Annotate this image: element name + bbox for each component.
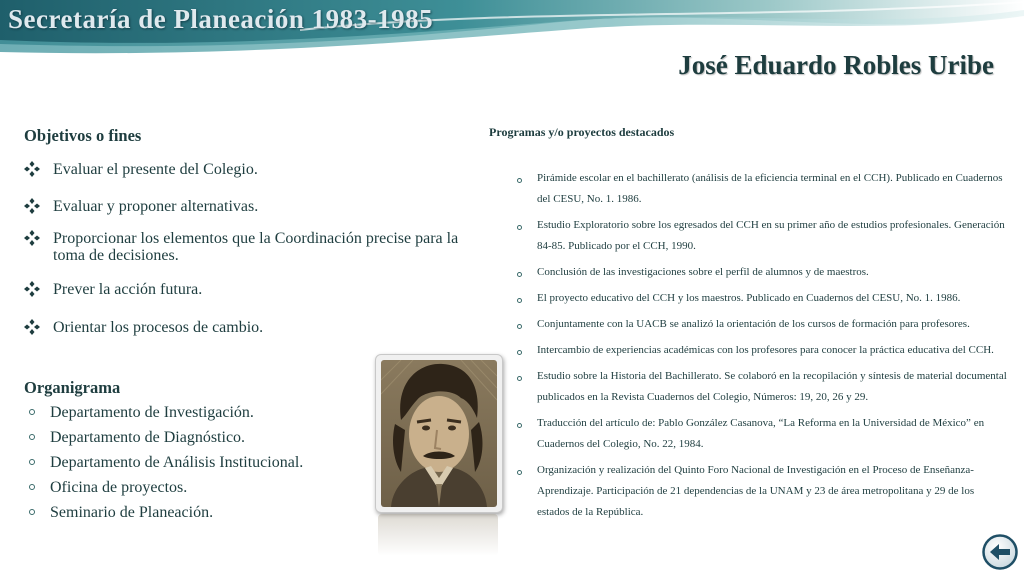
program-item: Conclusión de las investigaciones sobre el perfil de alumnos y de maestros. (537, 262, 1007, 283)
organigram-item: Departamento de Investigación. (50, 403, 303, 428)
objective-item (24, 198, 484, 215)
diamond-cluster-icon (24, 161, 40, 177)
circle-bullet-icon (517, 178, 522, 183)
back-button[interactable] (982, 534, 1018, 570)
organigram-item: Departamento de Análisis Institucional. (50, 453, 303, 478)
banner-title: Secretaría de Planeación 1983-1985 (8, 4, 434, 34)
circle-bullet-icon (517, 376, 522, 381)
organigram-list (50, 403, 303, 528)
organigram-item: Oficina de proyectos. (50, 478, 303, 503)
portrait-reflection (378, 514, 498, 556)
circle-bullet-icon (517, 324, 522, 329)
program-item: Intercambio de experiencias académicas con los profesores para conocer la práctica educativa del CCH. (537, 340, 1007, 361)
program-item: Traducción del artículo de: Pablo González Casanova, “La Reforma en la Universidad de México” en Cuadernos del Colegio, No. 22, 1984. (537, 413, 1007, 455)
programs-title: Programas y/o proyectos destacados (489, 125, 675, 139)
circle-bullet-icon (29, 484, 35, 490)
program-item: Organización y realización del Quinto Foro Nacional de Investigación en el Proceso de Enseñanza-Aprendizaje. Participación de 21 dependencias de la UNAM y 23 de área metropolitana y 29 de los estados de la República. (537, 460, 1007, 523)
organigram-item: Seminario de Planeación. (50, 503, 303, 528)
organigram-title: Organigrama (24, 378, 121, 397)
objective-item (24, 161, 484, 178)
objective-text: Orientar los procesos de cambio. (53, 319, 264, 336)
objectives-section (24, 126, 484, 336)
back-arrow-icon (982, 534, 1018, 570)
programs-list (537, 168, 1007, 528)
program-item: Estudio sobre la Historia del Bachillerato. Se colaboró en la recopilación y síntesis de material documental publicados en la Revista Cuadernos del Colegio, Números: 19, 20, 26 y 29. (537, 366, 1007, 408)
circle-bullet-icon (517, 298, 522, 303)
portrait-image (381, 360, 497, 507)
program-item: El proyecto educativo del CCH y los maestros. Publicado en Cuadernos del CESU, No. 1. 1986. (537, 288, 1007, 309)
circle-bullet-icon (29, 434, 35, 440)
person-name: José Eduardo Robles Uribe (678, 50, 994, 80)
circle-bullet-icon (517, 350, 522, 355)
circle-bullet-icon (517, 225, 522, 230)
circle-bullet-icon (29, 409, 35, 415)
circle-bullet-icon (29, 509, 35, 515)
program-item: Pirámide escolar en el bachillerato (análisis de la eficiencia terminal en el CCH). Publicado en Cuadernos del CESU, No. 1. 1986. (537, 168, 1007, 210)
circle-bullet-icon (29, 459, 35, 465)
program-item: Conjuntamente con la UACB se analizó la orientación de los cursos de formación para profesores. (537, 314, 1007, 335)
portrait-photo (375, 354, 503, 513)
organigram-item: Departamento de Diagnóstico. (50, 428, 303, 453)
circle-bullet-icon (517, 272, 522, 277)
objective-item (24, 281, 484, 298)
objective-text: Prever la acción futura. (53, 281, 203, 298)
diamond-cluster-icon (24, 281, 40, 297)
diamond-cluster-icon (24, 198, 40, 214)
circle-bullet-icon (517, 470, 522, 475)
program-item: Estudio Exploratorio sobre los egresados del CCH en su primer año de estudios profesionales. Generación 84-85. Publicado por el CCH, 1990. (537, 215, 1007, 257)
diamond-cluster-icon (24, 230, 40, 246)
objective-text: Evaluar el presente del Colegio. (53, 161, 258, 178)
objective-text: Evaluar y proponer alternativas. (53, 198, 259, 215)
objectives-title: Objetivos o fines (24, 126, 142, 145)
objective-text: Proporcionar los elementos que la Coordinación precise para la toma de decisiones. (53, 230, 459, 264)
circle-bullet-icon (517, 423, 522, 428)
objective-item (24, 230, 484, 264)
objective-item (24, 319, 484, 336)
diamond-cluster-icon (24, 319, 40, 335)
